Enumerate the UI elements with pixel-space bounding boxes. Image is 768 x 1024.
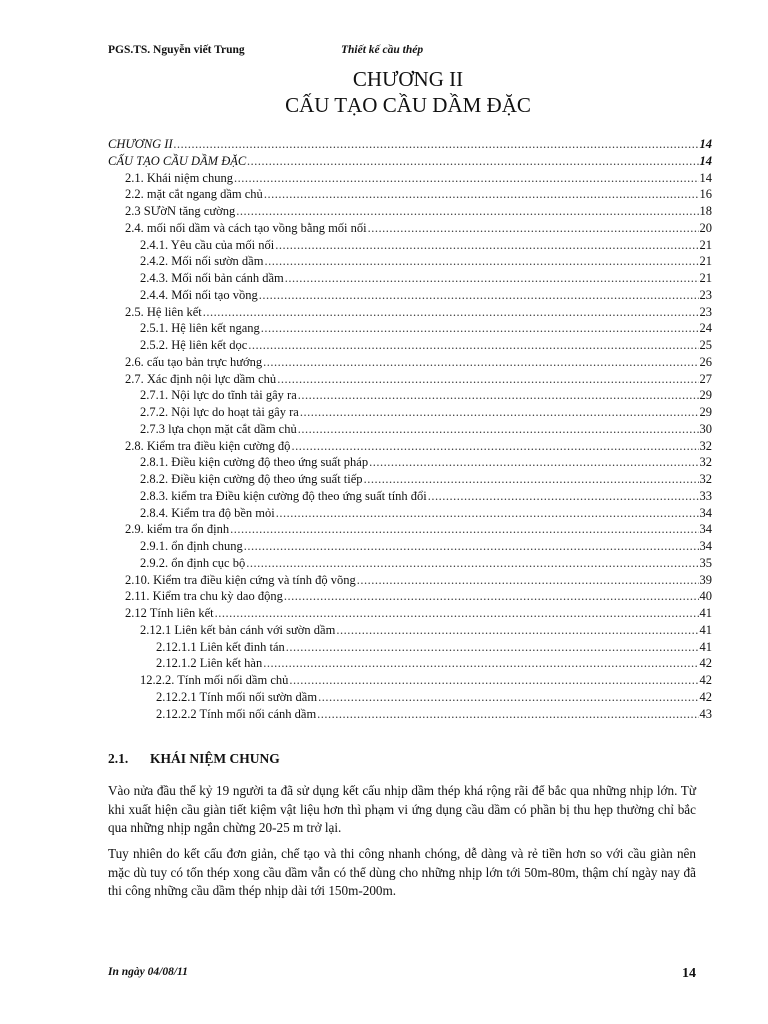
- toc-entry[interactable]: [108, 672, 712, 689]
- toc-entry-page: 30: [699, 421, 712, 436]
- toc-entry-page: 34: [699, 539, 712, 553]
- toc-entry[interactable]: [108, 270, 712, 287]
- toc-entry[interactable]: [108, 689, 712, 706]
- toc-dot-leader: [264, 253, 698, 270]
- footer-print-date: In ngày 04/08/11: [108, 966, 188, 978]
- toc-dot-leader: [284, 588, 699, 605]
- toc-entry-label: 2.5.2. Hệ liên kết dọc: [140, 338, 248, 352]
- toc-dot-leader: [298, 387, 699, 404]
- toc-entry[interactable]: [108, 371, 712, 388]
- body-paragraph: Tuy nhiên do kết cấu đơn giản, chế tạo và thi công nhanh chóng, dễ dàng và rẻ tiền hơn so với cầu giàn nên mặc dù tuy có tốn thép xong cầu dầm vẫn có thể dùng cho những nhịp lớn tới 50m-80m, thậm chí ngày nay đã thi công những cầu dầm thép nhịp dài tới 150m-200m.: [108, 846, 696, 898]
- toc-entry[interactable]: [108, 488, 712, 505]
- toc-dot-leader: [275, 237, 698, 254]
- toc-dot-leader: [261, 320, 699, 337]
- toc-entry-page: 14: [699, 137, 712, 151]
- toc-entry-label: 2.8. Kiểm tra điều kiện cường độ: [125, 438, 291, 453]
- toc-dot-leader: [203, 304, 699, 321]
- toc-entry-page: 20: [699, 220, 712, 235]
- toc-entry[interactable]: [108, 337, 712, 354]
- toc-dot-leader: [291, 438, 698, 455]
- toc-dot-leader: [364, 471, 699, 488]
- toc-entry[interactable]: [108, 404, 712, 421]
- chapter-title: CẤU TẠO CẦU DẦM ĐẶC: [285, 93, 531, 117]
- toc-entry-label: 2.4.4. Mối nối tạo vồng: [140, 287, 258, 302]
- toc-entry-page: 26: [699, 354, 712, 369]
- toc-entry-page: 34: [699, 522, 712, 537]
- toc-dot-leader: [318, 689, 698, 706]
- toc-entry-label: 2.7.3 lựa chọn mặt cắt dầm chủ: [140, 421, 297, 436]
- toc-entry-page: 42: [699, 689, 712, 704]
- toc-entry[interactable]: [108, 454, 712, 471]
- toc-entry-page: 27: [699, 371, 712, 386]
- toc-entry-label: 2.8.1. Điều kiện cường độ theo ứng suất pháp: [140, 455, 369, 470]
- toc-dot-leader: [215, 605, 699, 622]
- toc-entry[interactable]: [108, 438, 712, 455]
- toc-entry[interactable]: [108, 287, 712, 304]
- toc-entry-page: 41: [699, 639, 712, 654]
- toc-dot-leader: [428, 488, 699, 505]
- toc-entry-page: 42: [699, 673, 712, 687]
- toc-entry-page: 39: [699, 572, 712, 587]
- toc-entry[interactable]: [108, 237, 712, 254]
- toc-entry[interactable]: [108, 203, 712, 220]
- toc-dot-leader: [277, 371, 698, 388]
- page-header: [108, 44, 708, 62]
- toc-entry-label: 2.4.1. Yêu cầu của mối nối: [140, 237, 275, 252]
- toc-entry[interactable]: [108, 706, 712, 723]
- toc-entry-label: 2.4.3. Mối nối bản cánh dầm: [140, 271, 284, 285]
- section-title: KHÁI NIỆM CHUNG: [150, 751, 280, 766]
- toc-dot-leader: [369, 454, 698, 471]
- toc-entry-page: 14: [699, 153, 712, 168]
- toc-entry-page: 21: [699, 254, 712, 269]
- toc-dot-leader: [263, 354, 698, 371]
- toc-entry-page: 21: [699, 237, 712, 252]
- toc-entry[interactable]: [108, 421, 712, 438]
- toc-entry-page: 32: [699, 455, 712, 470]
- toc-entry-label: 2.7.1. Nội lực do tĩnh tải gây ra: [140, 388, 297, 403]
- toc-entry[interactable]: [108, 588, 712, 605]
- toc-entry-page: 23: [699, 304, 712, 319]
- footer-page-number: 14: [682, 966, 696, 981]
- toc-dot-leader: [368, 220, 699, 237]
- toc-entry-page: 14: [699, 170, 712, 185]
- toc-entry-label: 2.12 Tính liên kết: [125, 606, 214, 620]
- toc-dot-leader: [264, 186, 699, 203]
- toc-dot-leader: [259, 287, 699, 304]
- toc-entry-label: 2.12.1.1 Liên kết đinh tán: [156, 639, 285, 654]
- toc-dot-leader: [244, 538, 699, 555]
- toc-entry-label: 2.2. mặt cắt ngang dầm chủ: [125, 187, 263, 202]
- toc-entry-label: 2.12.1.2 Liên kết hàn: [156, 656, 263, 671]
- toc-entry-label: 2.12.2.2 Tính mối nối cánh dầm: [156, 706, 317, 721]
- toc-entry[interactable]: [108, 505, 712, 522]
- toc-entry-label: 2.10. Kiểm tra điều kiện cứng và tính độ võng: [125, 572, 356, 587]
- toc-entry-page: 42: [699, 656, 712, 671]
- toc-dot-leader: [236, 203, 698, 220]
- toc-entry-label: CHƯƠNG II: [108, 137, 173, 151]
- toc-dot-leader: [248, 337, 698, 354]
- toc-dot-leader: [317, 706, 698, 723]
- toc-entry-page: 41: [699, 606, 712, 620]
- toc-entry-label: 2.8.3. kiểm tra Điều kiện cường độ theo ứng suất tính đổi: [140, 488, 427, 503]
- header-author: PGS.TS. Nguyễn viết Trung: [108, 44, 245, 56]
- toc-entry-label: 2.9.1. ổn định chung: [140, 539, 243, 553]
- section-number: 2.1.: [108, 751, 129, 766]
- chapter-number: CHƯƠNG II: [352, 67, 464, 91]
- toc-entry[interactable]: [108, 639, 712, 656]
- toc-entry-label: 2.7. Xác định nội lực dầm chủ: [125, 371, 277, 386]
- toc-entry-page: 32: [699, 472, 712, 486]
- header-book-title: Thiết kế cầu thép: [341, 44, 424, 56]
- toc-entry[interactable]: [108, 220, 712, 237]
- toc-dot-leader: [285, 270, 699, 287]
- toc-dot-leader: [174, 136, 699, 153]
- toc-entry[interactable]: [108, 354, 712, 371]
- toc-entry-label: 2.9.2. ổn định cục bộ: [140, 555, 246, 570]
- toc-entry[interactable]: [108, 471, 712, 488]
- toc-entry[interactable]: [108, 538, 712, 555]
- toc-entry-label: 2.8.2. Điều kiện cường độ theo ứng suất tiếp: [140, 472, 363, 486]
- section-heading: [108, 751, 708, 767]
- toc-dot-leader: [300, 404, 699, 421]
- toc-entry-page: 29: [699, 388, 712, 403]
- toc-entry-label: 2.4. mối nối dầm và cách tạo vồng bằng mối nối: [125, 220, 367, 235]
- toc-entry[interactable]: [108, 304, 712, 321]
- toc-entry[interactable]: [108, 170, 712, 187]
- toc-entry-label: 2.9. kiểm tra ổn định: [125, 522, 230, 537]
- toc-entry-label: 2.5. Hệ liên kết: [125, 304, 202, 319]
- toc-dot-leader: [289, 672, 698, 689]
- toc-entry-page: 43: [699, 706, 712, 721]
- toc-dot-leader: [263, 655, 698, 672]
- page-footer: [108, 966, 696, 986]
- toc-entry[interactable]: [108, 605, 712, 622]
- chapter-heading: [108, 66, 708, 118]
- toc-entry[interactable]: [108, 521, 712, 538]
- toc-entry-label: 2.8.4. Kiểm tra độ bền mỏi: [140, 505, 275, 520]
- toc-entry-page: 32: [699, 438, 712, 453]
- toc-entry[interactable]: [108, 136, 712, 153]
- toc-dot-leader: [286, 639, 699, 656]
- toc-entry-label: 12.2.2. Tính mối nối dầm chủ: [140, 673, 289, 687]
- toc-entry[interactable]: [108, 320, 712, 337]
- toc-entry[interactable]: [108, 622, 712, 639]
- toc-entry-page: 16: [699, 187, 712, 202]
- toc-entry-label: 2.5.1. Hệ liên kết ngang: [140, 321, 260, 336]
- toc-entry-page: 18: [699, 204, 712, 218]
- toc-entry-label: 2.1. Khái niệm chung: [125, 170, 233, 185]
- toc-entry-label: CẤU TẠO CẦU DẦM ĐẶC: [108, 153, 247, 168]
- toc-dot-leader: [247, 153, 698, 170]
- toc-entry[interactable]: [108, 655, 712, 672]
- toc-entry-label: 2.6. cấu tạo bản trực hướng: [125, 354, 263, 369]
- toc-entry-page: 40: [699, 589, 712, 604]
- toc-entry-page: 21: [699, 271, 712, 285]
- toc-entry-label: 2.12.2.1 Tính mối nối sườn dầm: [156, 689, 318, 704]
- toc-entry[interactable]: [108, 555, 712, 572]
- toc-dot-leader: [336, 622, 698, 639]
- toc-entry[interactable]: [108, 387, 712, 404]
- body-paragraph: Vào nửa đầu thế kỷ 19 người ta đã sử dụng kết cấu nhịp dầm thép khá rộng rãi để bắc qua những nhịp lớn. Từ khi xuất hiện cầu giàn tiết kiệm vật liệu hơn thì phạm vi ứng dụng cầu dầm có phần bị thu hẹp thường chỉ bắc qua những nhịp ngắn chừng 20-25 m trở lại.: [108, 783, 696, 835]
- toc-entry[interactable]: [108, 253, 712, 270]
- toc-dot-leader: [230, 521, 698, 538]
- toc-entry-page: 41: [699, 622, 712, 637]
- toc-entry-label: 2.4.2. Mối nối sườn dầm: [140, 254, 264, 269]
- toc-entry-label: 2.3 SƯờN tăng cường: [125, 204, 236, 218]
- toc-dot-leader: [234, 170, 699, 187]
- toc-entry[interactable]: [108, 186, 712, 203]
- toc-entry-label: 2.11. Kiểm tra chu kỳ dao động: [125, 589, 283, 604]
- toc-entry[interactable]: [108, 572, 712, 589]
- toc-dot-leader: [246, 555, 698, 572]
- toc-dot-leader: [276, 505, 699, 522]
- toc-entry-page: 34: [699, 505, 712, 520]
- toc-entry-page: 29: [699, 405, 712, 419]
- toc-entry-page: 23: [699, 287, 712, 302]
- toc-entry-page: 25: [699, 338, 712, 352]
- toc-entry[interactable]: [108, 153, 712, 170]
- toc-entry-page: 33: [699, 488, 712, 503]
- table-of-contents: [108, 136, 712, 722]
- toc-entry-label: 2.12.1 Liên kết bản cánh với sườn dầm: [140, 622, 336, 637]
- toc-entry-page: 24: [699, 321, 712, 336]
- toc-entry-label: 2.7.2. Nội lực do hoạt tải gây ra: [140, 405, 299, 419]
- toc-dot-leader: [298, 421, 699, 438]
- toc-dot-leader: [357, 572, 699, 589]
- toc-entry-page: 35: [699, 555, 712, 570]
